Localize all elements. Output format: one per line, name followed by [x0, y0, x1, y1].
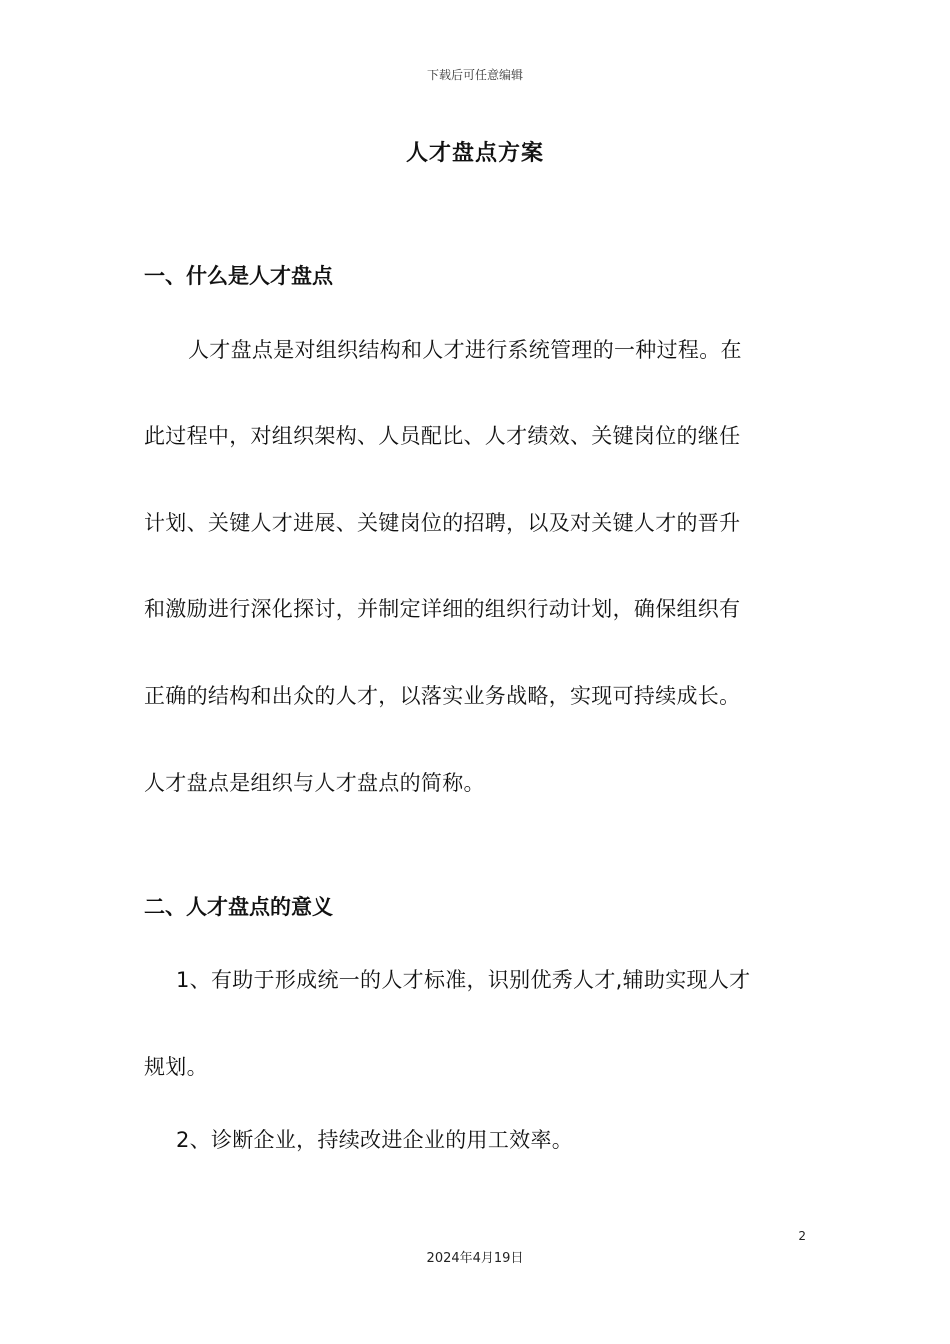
paragraph-line: 人才盘点是组织与人才盘点的简称。: [144, 771, 485, 795]
page-number: 2: [798, 1229, 806, 1243]
paragraph-line: 和激励进行深化探讨，并制定详细的组织行动计划，确保组织有: [144, 597, 741, 621]
paragraph-line: 人才盘点是对组织结构和人才进行系统管理的一种过程。在: [188, 338, 742, 362]
footer-date: 2024年4月19日: [426, 1251, 524, 1266]
list-item-line: 2、诊断企业，持续改进企业的用工效率。: [176, 1128, 574, 1152]
header-note: 下载后可任意编辑: [426, 68, 523, 82]
document-title: 人才盘点方案: [405, 141, 544, 166]
paragraph-line: 正确的结构和出众的人才，以落实业务战略，实现可持续成长。: [144, 684, 741, 708]
paragraph-line: 此过程中，对组织架构、人员配比、人才绩效、关键岗位的继任: [144, 424, 741, 448]
list-item-line: 1、有助于形成统一的人才标准，识别优秀人才,辅助实现人才: [176, 968, 751, 992]
section-heading-significance: 二、人才盘点的意义: [144, 895, 333, 919]
list-item-line: 规划。: [144, 1055, 208, 1079]
paragraph-line: 计划、关键人才进展、关键岗位的招聘，以及对关键人才的晋升: [144, 511, 741, 535]
section-heading-what-is: 一、什么是人才盘点: [144, 264, 333, 288]
